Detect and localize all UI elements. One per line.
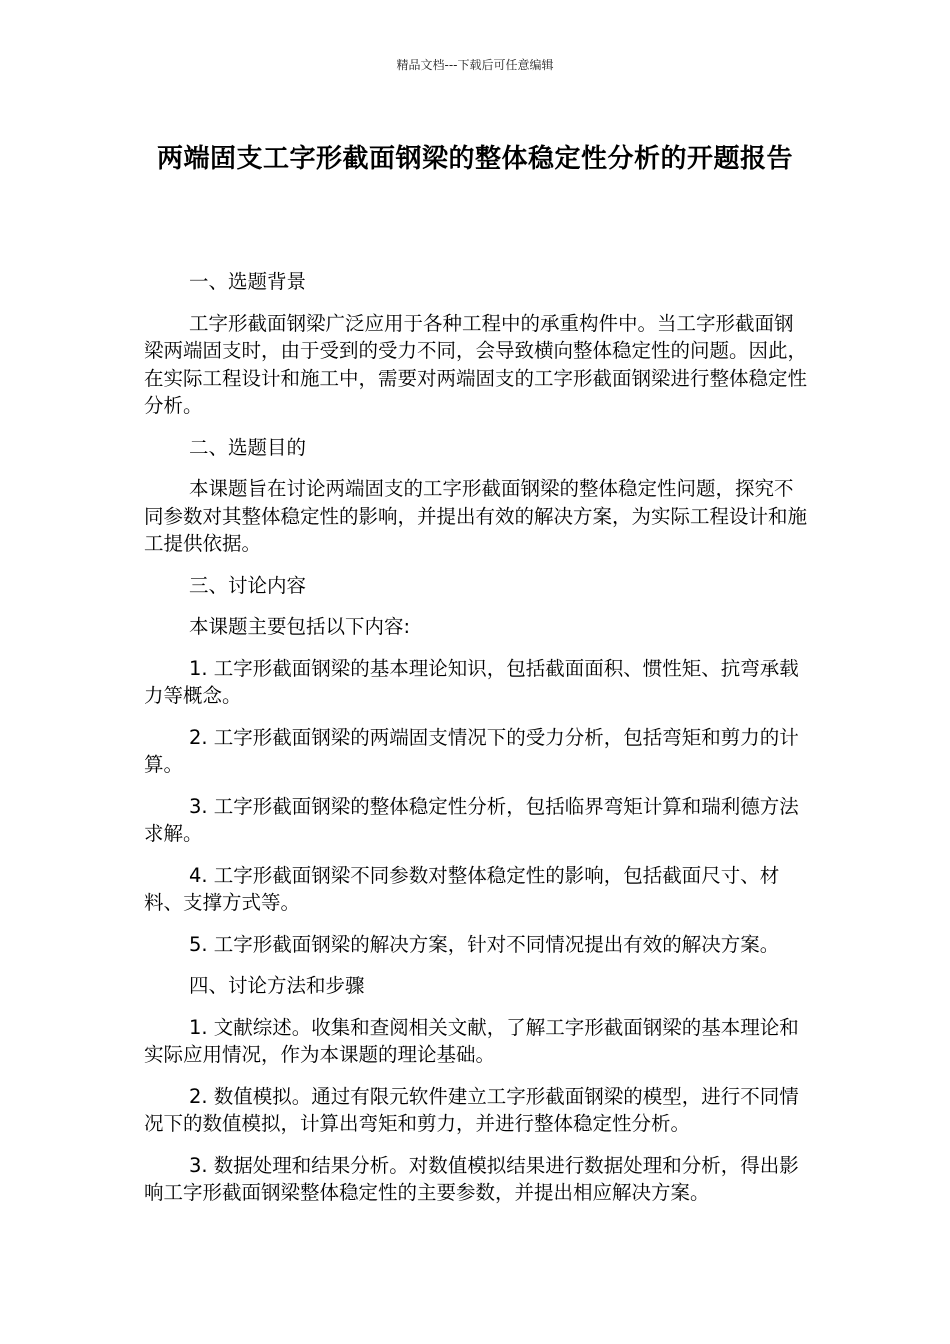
section-heading-purpose: 二、选题目的 — [189, 435, 307, 459]
paragraph-content-intro: 本课题主要包括以下内容: — [189, 615, 411, 638]
list-item-content-5: 5. 工字形截面钢梁的解决方案，针对不同情况提出有效的解决方案。 — [189, 932, 780, 956]
list-item-content-4: 4. 工字形截面钢梁不同参数对整体稳定性的影响，包括截面尺寸、材料、支撑方式等。 — [144, 863, 780, 914]
page-header: 精品文档---下载后可任意编辑 — [396, 58, 554, 72]
list-item-content-1: 1. 工字形截面钢梁的基本理论知识，包括截面面积、惯性矩、抗弯承载力等概念。 — [144, 656, 799, 707]
section-heading-background: 一、选题背景 — [189, 270, 307, 293]
list-item-method-2: 2. 数值模拟。通过有限元软件建立工字形截面钢梁的模型，进行不同情况下的数值模拟，计算出弯矩和剪力，并进行整体稳定性分析。 — [144, 1084, 799, 1135]
section-heading-content: 三、讨论内容 — [189, 573, 307, 597]
list-item-content-2: 2. 工字形截面钢梁的两端固支情况下的受力分析，包括弯矩和剪力的计算。 — [144, 725, 799, 776]
list-item-content-3: 3. 工字形截面钢梁的整体稳定性分析，包括临界弯矩计算和瑞利德方法求解。 — [144, 794, 799, 845]
document-title: 两端固支工字形截面钢梁的整体稳定性分析的开题报告 — [156, 144, 793, 174]
paragraph-background: 工字形截面钢梁广泛应用于各种工程中的承重构件中。当工字形截面钢梁两端固支时，由于受到的受力不同，会导致横向整体稳定性的问题。因此，在实际工程设计和施工中，需要对两端固支的工字形截面钢梁进行整体稳定性分析。 — [144, 311, 808, 417]
list-item-method-3: 3. 数据处理和结果分析。对数值模拟结果进行数据处理和分析，得出影响工字形截面钢梁整体稳定性的主要参数，并提出相应解决方案。 — [144, 1153, 799, 1204]
section-heading-methods: 四、讨论方法和步骤 — [189, 974, 365, 997]
document-body — [144, 268, 810, 1221]
list-item-method-1: 1. 文献综述。收集和查阅相关文献，了解工字形截面钢梁的基本理论和实际应用情况，作为本课题的理论基础。 — [144, 1015, 799, 1066]
paragraph-purpose: 本课题旨在讨论两端固支的工字形截面钢梁的整体稳定性问题，探究不同参数对其整体稳定性的影响，并提出有效的解决方案，为实际工程设计和施工提供依据。 — [144, 477, 808, 555]
